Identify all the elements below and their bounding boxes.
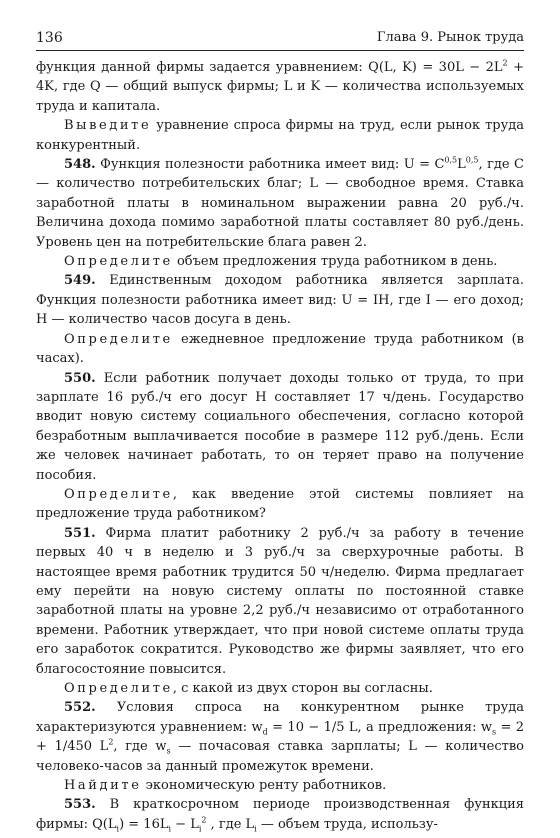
task-551 — [36, 524, 524, 679]
text: , где L — [206, 816, 255, 832]
subscript: i — [116, 824, 120, 834]
page-number: 136 — [36, 30, 63, 46]
subscript: s — [491, 727, 497, 737]
task-552 — [36, 698, 524, 776]
task-number: 549. — [64, 273, 96, 289]
text: , где w — [113, 739, 167, 755]
task-550 — [36, 369, 524, 485]
task-question — [36, 485, 524, 524]
subscript: s — [166, 746, 171, 756]
task-553 — [36, 795, 524, 834]
text: Условия спроса на конкурентном рынке труда характеризуются уравнением: w — [36, 700, 524, 735]
task-number: 548. — [64, 157, 96, 173]
task-number: 552. — [64, 700, 96, 716]
text: — почасовая ставка зарплаты; L — количество человеко-часов за данный промежуток времени. — [36, 739, 524, 774]
instruction-verb: Найдите — [64, 778, 142, 794]
formula: Q(L, K) = 30L − 2L — [368, 60, 503, 75]
task-question — [36, 252, 524, 271]
text: экономическую ренту работников. — [141, 778, 387, 794]
task-548 — [36, 155, 524, 252]
subscript: i — [198, 824, 202, 834]
subscript: i — [168, 824, 172, 834]
instruction-verb: Определите — [64, 331, 173, 347]
text: уравнение спроса фирмы на труд, если рынок труда конкурентный. — [36, 118, 524, 153]
task-number: 553. — [64, 797, 96, 813]
instruction-verb: Выведите — [64, 118, 152, 134]
text: , как введение этой системы повлияет на предложение труда работником? — [36, 486, 524, 522]
running-header — [36, 24, 524, 51]
instruction-verb: Определите — [64, 486, 173, 502]
text: функция данной фирмы задается уравнением: — [36, 60, 369, 75]
text: , с какой из двух сторон вы согласны. — [172, 681, 433, 696]
task-question — [36, 116, 524, 155]
text: = 10 − 1/5 L, а предложения: w — [267, 719, 492, 735]
text: — объем труда, использу- — [256, 816, 438, 832]
text: ежедневное предложение труда работником (в часах). — [36, 331, 524, 367]
text: В краткосрочном периоде производственная функция фирмы: Q(L — [36, 797, 524, 832]
exponent: 2 — [108, 737, 114, 747]
text: − L — [171, 816, 199, 832]
exponent: 0,5 — [465, 155, 479, 165]
text: ) = 16L — [119, 816, 169, 832]
exponent: 0,5 — [444, 155, 458, 165]
task-question — [36, 776, 524, 795]
text: Функция полезности работника имеет вид: U = C — [95, 157, 445, 173]
instruction-verb: Определите — [64, 681, 173, 696]
task-number: 550. — [64, 370, 96, 386]
text: Если работник получает доходы только от труда, то при зарплате 16 руб./ч его досуг H составляет 17 ч/день. Государство вводит новую систему социального обеспечения, согласно которой безработным выплачивается пособие в размере 112 руб./день. Если же человек начинает работать, то он теряет право на получение пособия. — [36, 370, 524, 483]
text: L — [457, 157, 466, 173]
chapter-title: Глава 9. Рынок труда — [376, 30, 524, 45]
text: объем предложения труда работником в день. — [172, 254, 498, 270]
exponent: 2 — [201, 815, 207, 825]
text: , где C — количество потребительских благ; L — свободное время. Ставка заработной платы в номинальном выражении равна 20 руб./ч. Величина дохода помимо заработной платы составляет 80 руб./день. Уровень цен на потребительские блага равен 2. — [36, 157, 524, 250]
task-question — [36, 330, 524, 369]
page-body — [36, 58, 524, 834]
subscript: i — [254, 824, 257, 834]
text: + 4K, где Q — общий выпуск фирмы; L и K — количества используемых труда и капитала. — [36, 60, 524, 114]
paragraph-continuation — [36, 58, 524, 116]
task-number: 551. — [64, 525, 96, 541]
text: = 2 + 1/450 L — [36, 719, 524, 755]
subscript: d — [262, 727, 268, 737]
task-549 — [36, 271, 524, 329]
instruction-verb: Определите — [64, 254, 173, 270]
task-question — [36, 679, 524, 698]
exponent: 2 — [502, 58, 508, 68]
text: Единственным доходом работника является зарплата. Функция полезности работника имеет вид: U = IH, где I — его доход; H — количество часов досуга в день. — [36, 273, 524, 328]
text: Фирма платит работнику 2 руб./ч за работу в течение первых 40 ч в неделю и 3 руб./ч за сверхурочные работы. В настоящее время работник трудится 50 ч/неделю. Фирма предлагает ему перейти на новую систему оплаты по постоянной ставке заработной платы на уровне 2,2 руб./ч независимо от отработанного времени. Работник утверждает, что при новой системе оплаты труда его заработок сократится. Руководство же фирмы заявляет, что его благосостояние повысится. — [36, 525, 524, 677]
